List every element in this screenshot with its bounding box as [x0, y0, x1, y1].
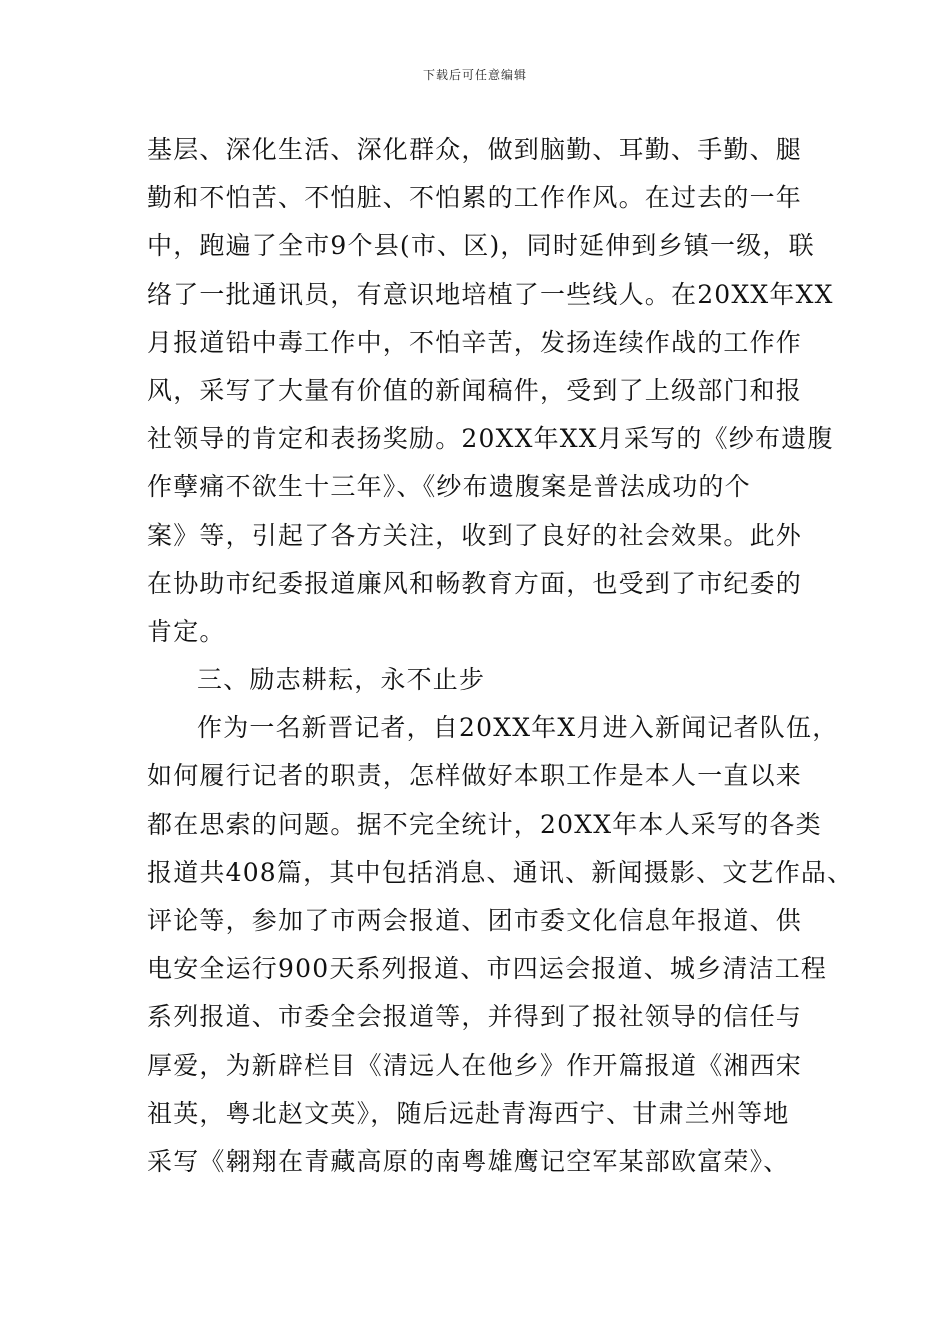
text-line: 作孽痛不欲生十三年》、《纱布遗腹案是普法成功的个 — [147, 472, 751, 502]
text-line: 勤和不怕苦、不怕脏、不怕累的工作作风。在过去的一年 — [147, 183, 803, 213]
text-line: 系列报道、市委全会报道等，并得到了报社领导的信任与 — [147, 1002, 803, 1032]
text-line: 在协助市纪委报道廉风和畅教育方面，也受到了市纪委的 — [147, 568, 803, 598]
text-line: 月报道铅中毒工作中，不怕辛苦，发扬连续作战的工作作 — [147, 327, 803, 357]
document-body — [147, 130, 854, 1190]
text-line: 中，跑遍了全市9个县(市、区)，同时延伸到乡镇一级，联 — [147, 231, 815, 261]
page-header-note: 下载后可任意编辑 — [422, 68, 527, 82]
text-line: 络了一批通讯员，有意识地培植了一些线人。在20XX年XX — [147, 279, 834, 309]
text-line: 采写《翱翔在青藏高原的南粤雄鹰记空军某部欧富荣》、 — [147, 1146, 790, 1176]
text-line: 报道共408篇，其中包括消息、通讯、新闻摄影、文艺作品、 — [147, 857, 854, 887]
text-line: 评论等，参加了市两会报道、团市委文化信息年报道、供 — [147, 906, 803, 935]
text-line: 都在思索的问题。据不完全统计，20XX年本人采写的各类 — [147, 809, 822, 839]
text-line: 电安全运行900天系列报道、市四运会报道、城乡清洁工程 — [147, 954, 828, 984]
text-line: 基层、深化生活、深化群众，做到脑勤、耳勤、手勤、腿 — [147, 135, 803, 164]
text-line: 风，采写了大量有价值的新闻稿件，受到了上级部门和报 — [147, 375, 803, 405]
text-line: 如何履行记者的职责，怎样做好本职工作是本人一直以来 — [147, 761, 803, 791]
section-heading: 三、励志耕耘，永不止步 — [197, 665, 486, 695]
text-line: 祖英，粤北赵文英》，随后远赴青海西宁、甘肃兰州等地 — [147, 1098, 790, 1128]
text-line: 案》等，引起了各方关注，收到了良好的社会效果。此外 — [147, 520, 803, 550]
text-line: 肯定。 — [147, 616, 226, 646]
text-line: 社领导的肯定和表扬奖励。20XX年XX月采写的《纱布遗腹 — [147, 424, 834, 454]
paragraph-first-line: 作为一名新晋记者，自20XX年X月进入新闻记者队伍， — [197, 713, 839, 743]
text-line: 厚爱，为新辟栏目《清远人在他乡》作开篇报道《湘西宋 — [147, 1050, 803, 1080]
